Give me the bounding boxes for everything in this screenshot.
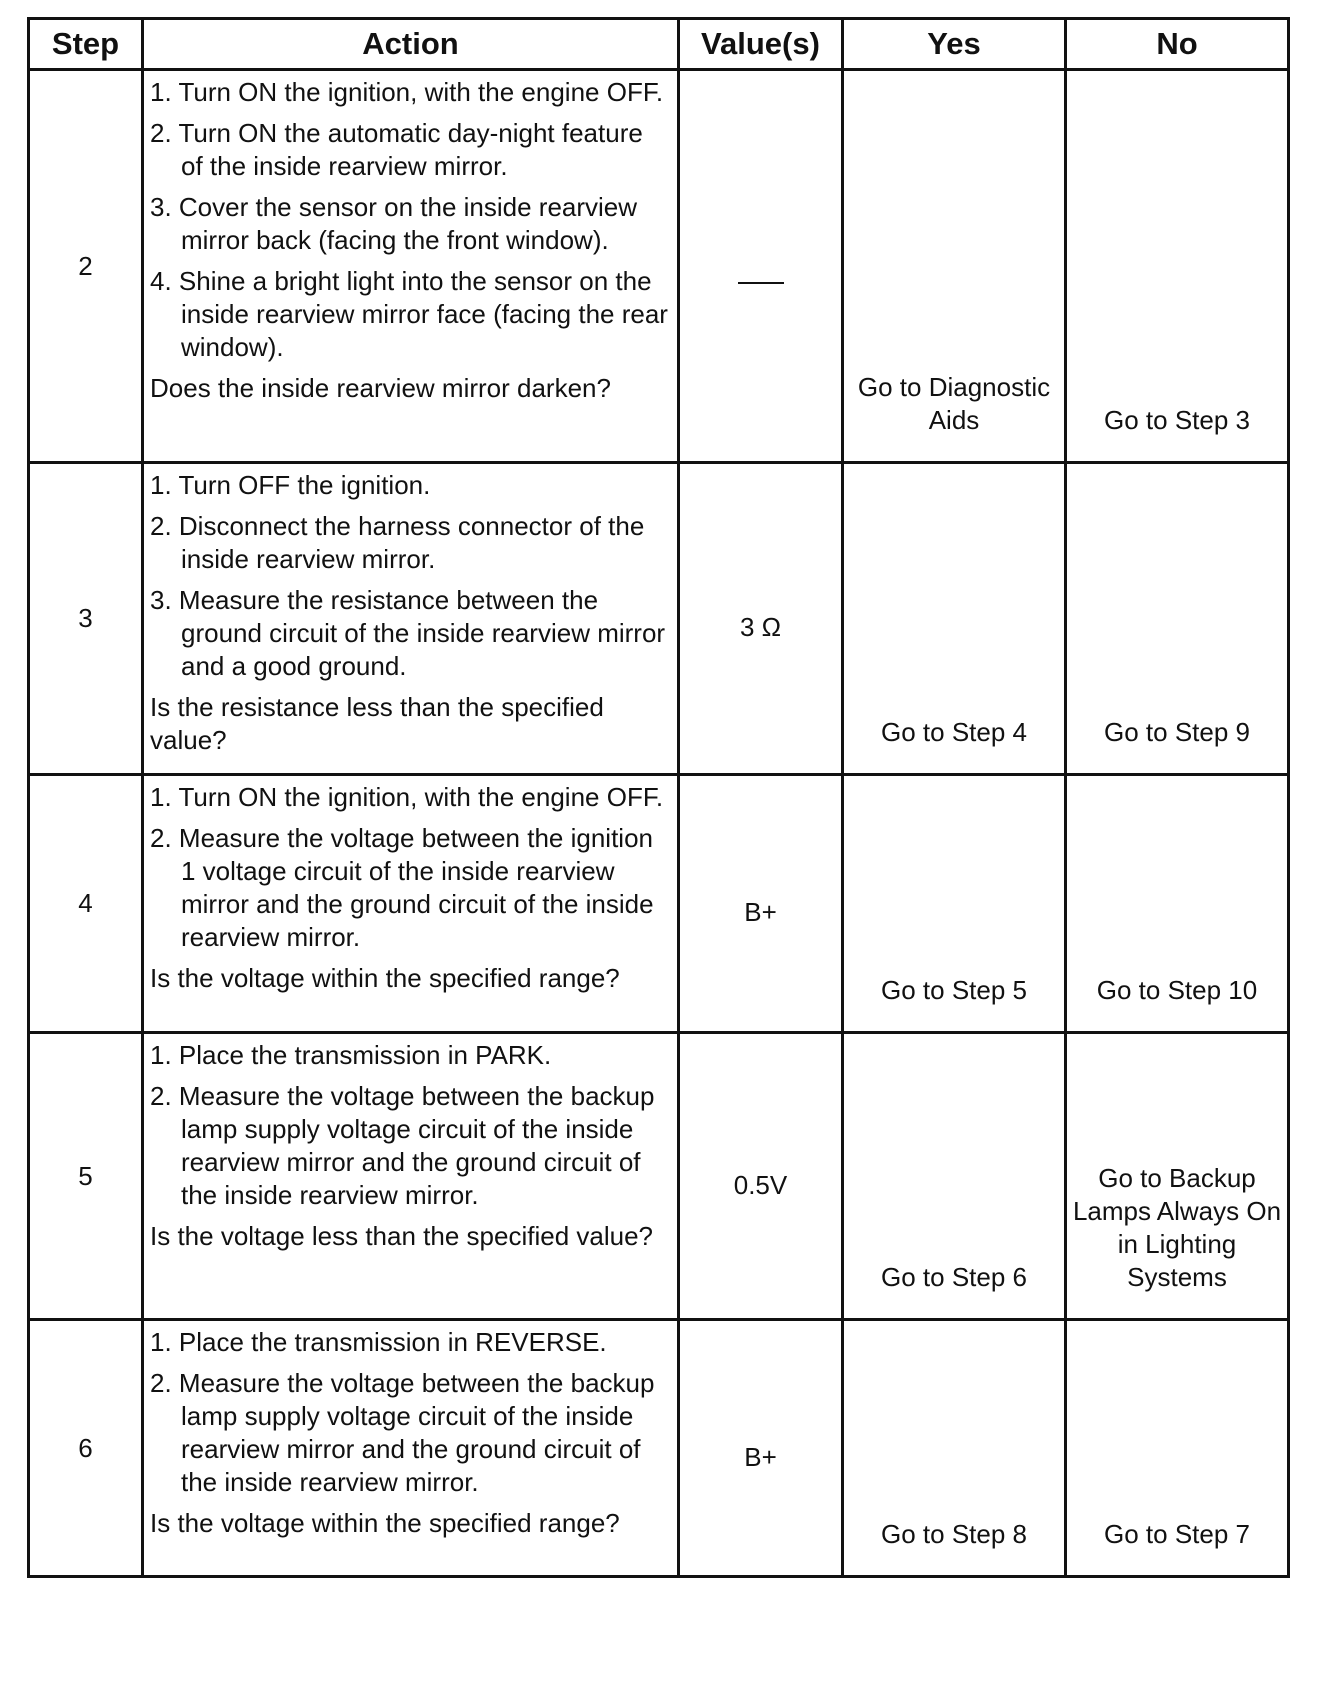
- step-number: 4: [29, 775, 143, 1033]
- no-cell: Go to Step 9: [1066, 463, 1289, 775]
- action-cell: [143, 463, 679, 775]
- yes-cell: Go to Diagnostic Aids: [843, 70, 1066, 463]
- step-number: 2: [29, 70, 143, 463]
- value-cell: 3 Ω: [679, 463, 843, 775]
- yes-cell: Go to Step 4: [843, 463, 1066, 775]
- action-item: 1. Turn ON the ignition, with the engine OFF.: [150, 77, 664, 107]
- header-values: Value(s): [679, 19, 843, 70]
- action-item: 1. Turn ON the ignition, with the engine OFF.: [150, 782, 664, 812]
- action-item: 3. Cover the sensor on the inside rearview mirror back (facing the front window).: [150, 192, 638, 255]
- action-item: 2. Measure the voltage between the backup lamp supply voltage circuit of the inside rearview mirror and the ground circuit of the inside rearview mirror.: [150, 1368, 655, 1497]
- table-row: [29, 1033, 1289, 1320]
- value-cell: B+: [679, 1320, 843, 1577]
- action-cell: [143, 1320, 679, 1577]
- table-row: [29, 463, 1289, 775]
- value-cell: B+: [679, 775, 843, 1033]
- value-dash: [738, 282, 784, 284]
- action-question: Does the inside rearview mirror darken?: [150, 373, 611, 403]
- step-number: 3: [29, 463, 143, 775]
- action-item: 1. Turn OFF the ignition.: [150, 470, 431, 500]
- action-item: 1. Place the transmission in PARK.: [150, 1040, 552, 1070]
- header-yes: Yes: [843, 19, 1066, 70]
- action-cell: [143, 775, 679, 1033]
- table-row: [29, 775, 1289, 1033]
- action-item: 2. Measure the voltage between the ignition 1 voltage circuit of the inside rearview mirror and the ground circuit of the inside rearview mirror.: [150, 823, 654, 952]
- action-item: 2. Disconnect the harness connector of the inside rearview mirror.: [150, 511, 645, 574]
- diagnostic-table: [27, 17, 1290, 1578]
- header-step: Step: [29, 19, 143, 70]
- action-item: 1. Place the transmission in REVERSE.: [150, 1327, 607, 1357]
- action-question: Is the voltage within the specified range?: [150, 1508, 620, 1538]
- action-cell: [143, 1033, 679, 1320]
- header-action: Action: [143, 19, 679, 70]
- no-cell: Go to Step 3: [1066, 70, 1289, 463]
- value-cell: 0.5V: [679, 1033, 843, 1320]
- action-item: 2. Turn ON the automatic day-night feature of the inside rearview mirror.: [150, 118, 643, 181]
- table-row: [29, 1320, 1289, 1577]
- header-row: [29, 19, 1289, 70]
- value-cell: [679, 70, 843, 463]
- action-question: Is the resistance less than the specified value?: [150, 692, 604, 755]
- table-row: [29, 70, 1289, 463]
- yes-cell: Go to Step 5: [843, 775, 1066, 1033]
- action-item: 3. Measure the resistance between the ground circuit of the inside rearview mirror and a good ground.: [150, 585, 666, 681]
- action-item: 4. Shine a bright light into the sensor on the inside rearview mirror face (facing the rear window).: [150, 266, 668, 362]
- no-cell: Go to Step 7: [1066, 1320, 1289, 1577]
- action-question: Is the voltage less than the specified value?: [150, 1221, 653, 1251]
- action-item: 2. Measure the voltage between the backup lamp supply voltage circuit of the inside rearview mirror and the ground circuit of the inside rearview mirror.: [150, 1081, 655, 1210]
- no-cell: Go to Step 10: [1066, 775, 1289, 1033]
- yes-cell: Go to Step 6: [843, 1033, 1066, 1320]
- step-number: 6: [29, 1320, 143, 1577]
- header-no: No: [1066, 19, 1289, 70]
- no-cell: Go to Backup Lamps Always On in Lighting Systems: [1066, 1033, 1289, 1320]
- action-cell: [143, 70, 679, 463]
- action-question: Is the voltage within the specified range?: [150, 963, 620, 993]
- step-number: 5: [29, 1033, 143, 1320]
- yes-cell: Go to Step 8: [843, 1320, 1066, 1577]
